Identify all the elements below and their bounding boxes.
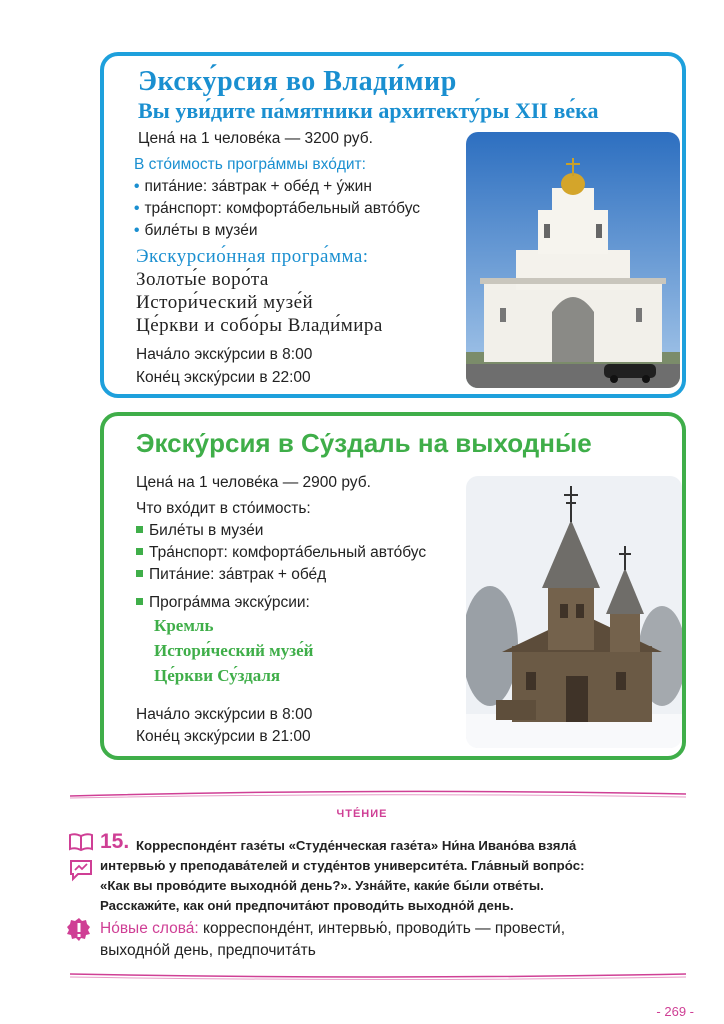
tour2-include-item: Биле́ты в музе́и: [136, 522, 263, 540]
tour1-program-heading: Экскурсио́нная програ́мма:: [136, 246, 369, 267]
exercise-text: [100, 836, 660, 916]
tour2-program-item: Кремль: [154, 616, 214, 635]
attention-icon: [66, 916, 92, 942]
exercise-line: «Как вы прово́дите выходно́й день?». Узна́йте, каки́е бы́ли отве́ты.: [100, 878, 544, 893]
exercise-number: 15.: [100, 830, 130, 853]
exercise-line: Расскажи́те, как они́ предпочита́ют проводи́ть выходно́й день.: [100, 898, 514, 913]
speech-bubble-icon: [68, 858, 94, 882]
exercise-line: Корреспонде́нт газе́ты «Студе́нческая газе́та» Ни́на Ивано́ва взяла́: [136, 838, 577, 853]
section-label-reading: ЧТЕ́НИЕ: [336, 808, 388, 820]
tour2-price: Цена́ на 1 челове́ка — 2900 руб.: [136, 474, 371, 491]
tour1-program-item: Золоты́е воро́та: [136, 269, 269, 290]
tour1-subtitle: Вы уви́дите па́мятники архитекту́ры XII ве́ка: [138, 98, 599, 123]
tour1-title: Экску́рсия во Влади́мир: [138, 66, 457, 97]
tour-card-vladimir: [100, 52, 686, 398]
tour1-include-item: • тра́нспорт: комфорта́бельный авто́бус: [134, 200, 420, 218]
tour1-includes-heading: В сто́имость програ́ммы вхо́дит:: [134, 156, 366, 173]
new-words-text-2: выходно́й день, предпочита́ть: [100, 942, 316, 959]
exercise-line: интервью́ у преподава́телей и студе́нтов университе́та. Гла́вный вопро́с:: [100, 858, 585, 873]
tour1-program-item: Це́ркви и собо́ры Влади́мира: [136, 315, 383, 336]
tour1-price: Цена́ на 1 челове́ка — 3200 руб.: [138, 130, 373, 147]
new-words: [100, 918, 660, 962]
new-words-text: корреспонде́нт, интервью́, проводи́ть — провести́,: [203, 920, 566, 937]
tour2-include-item: Програ́мма экску́рсии:: [136, 594, 310, 612]
section-divider-bottom: [70, 968, 686, 984]
tour2-title: Экску́рсия в Су́здаль на выходны́е: [136, 428, 592, 458]
tour2-include-item: Пита́ние: за́втрак + обе́д: [136, 566, 326, 584]
tour2-start-time: Нача́ло экску́рсии в 8:00: [136, 706, 313, 723]
tour2-program-item: Це́ркви Су́здаля: [154, 666, 281, 685]
section-divider-top: [70, 786, 686, 802]
page-number: - 269 -: [656, 1004, 694, 1019]
tour-card-suzdal: [100, 412, 686, 760]
tour2-end-time: Коне́ц экску́рсии в 21:00: [136, 728, 311, 745]
tour1-start-time: Нача́ло экску́рсии в 8:00: [136, 346, 313, 363]
tour2-include-item: Тра́нспорт: комфорта́бельный авто́бус: [136, 544, 426, 562]
wooden-church-photo: [466, 476, 682, 748]
new-words-label: Но́вые слова́:: [100, 920, 199, 937]
tour1-program-item: Истори́ческий музе́й: [136, 292, 314, 313]
book-icon: [68, 832, 94, 852]
tour1-end-time: Коне́ц экску́рсии в 22:00: [136, 369, 311, 386]
golden-gate-photo: [466, 132, 680, 388]
tour1-include-item: • биле́ты в музе́и: [134, 222, 258, 240]
tour2-program-item: Истори́ческий музе́й: [154, 641, 314, 660]
tour2-includes-heading: Что вхо́дит в сто́имость:: [136, 500, 311, 517]
tour1-include-item: • пита́ние: за́втрак + обе́д + у́жин: [134, 178, 372, 196]
